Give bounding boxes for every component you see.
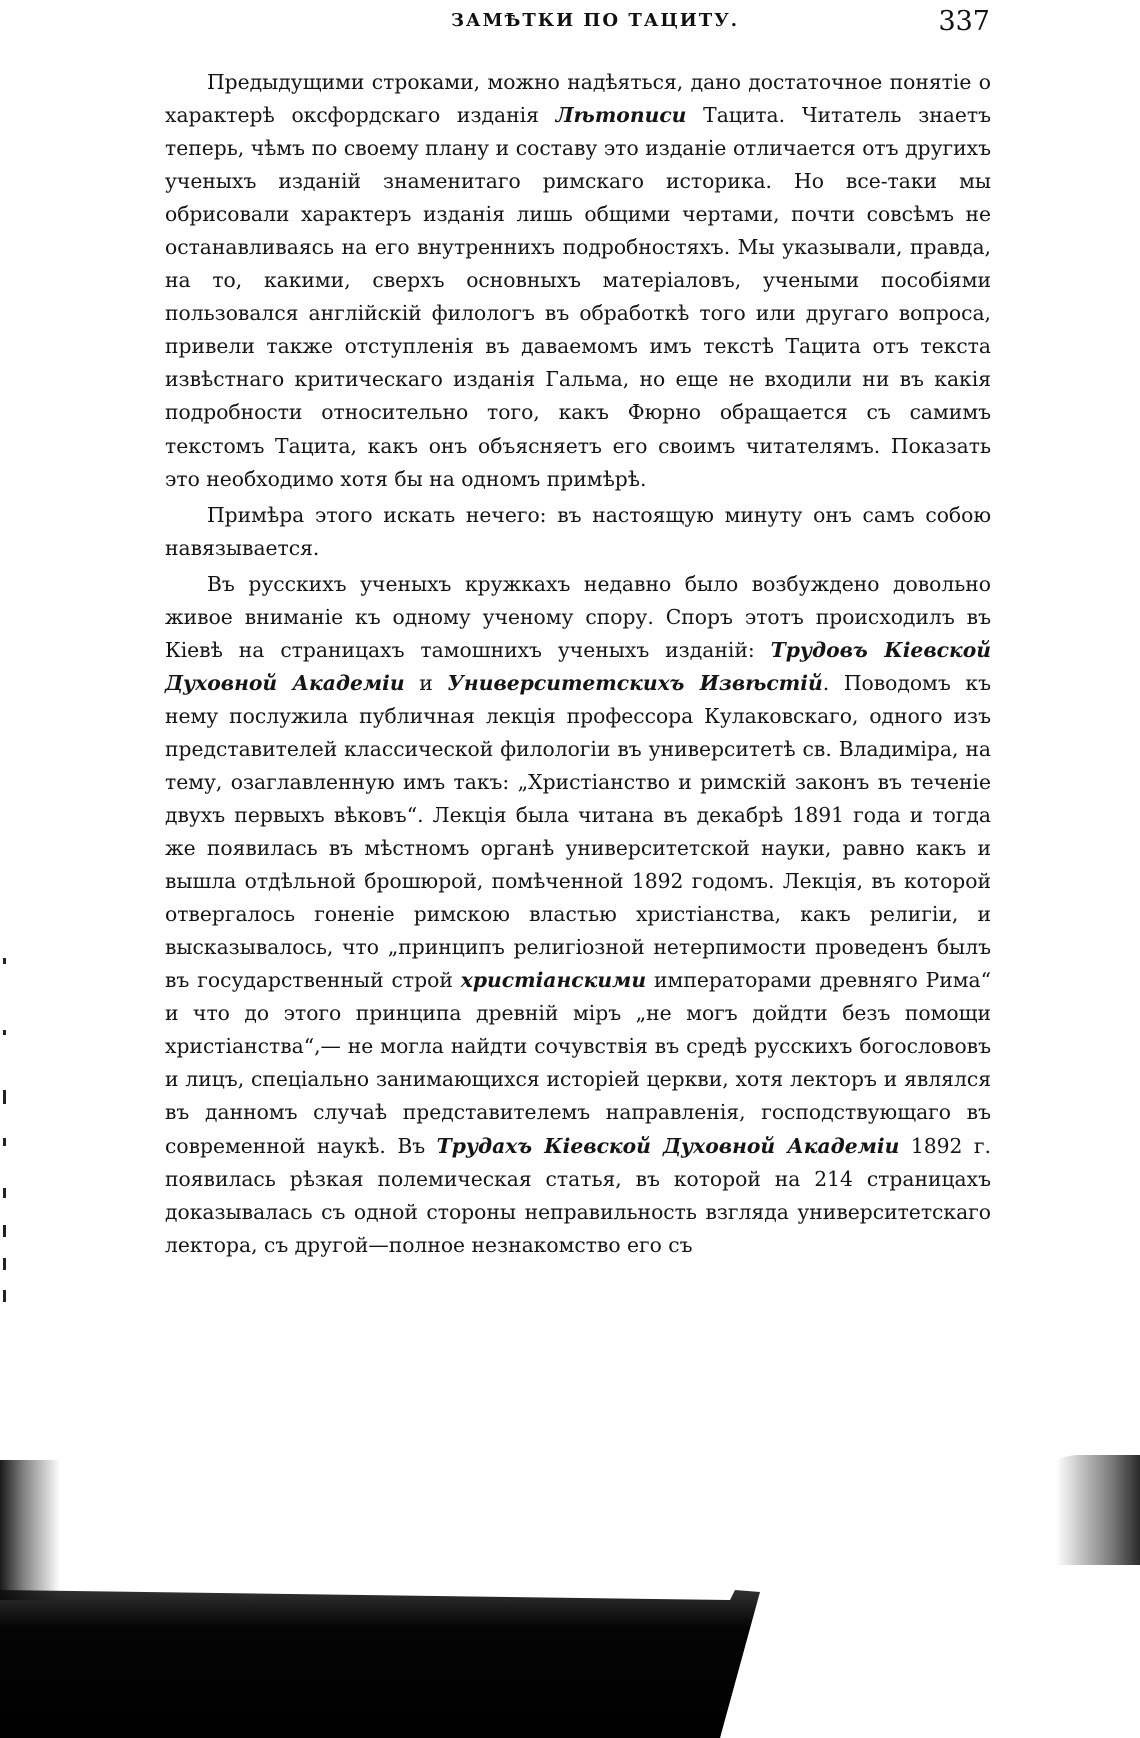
paragraph-1-text-a: Предыдущими строками, можно надѣяться, дано достаточное понятіе о характерѣ оксфордскаго изданія (165, 70, 991, 128)
margin-mark (3, 1090, 6, 1104)
margin-mark (3, 1030, 6, 1035)
margin-mark (3, 1188, 6, 1198)
paragraph-3-text-e: 1892 г. появилась рѣзкая полемическая статья, въ которой на 214 страницахъ доказывалась съ одной стороны неправильность взгляда университетскаго лектора, съ другой—полное незнакомство его съ (165, 1133, 991, 1257)
paragraph-1-italic-title: Лѣтописи (555, 103, 687, 128)
scan-shadow-left (0, 1460, 60, 1600)
paragraph-3-italic-journal-2: Трудахъ Кіевской Духовной Академіи (436, 1133, 900, 1158)
margin-marks (0, 950, 14, 1310)
margin-mark (3, 1290, 6, 1302)
margin-mark (3, 1225, 6, 1237)
paragraph-3-italic-news: Университетскихъ Извѣстій (447, 670, 823, 695)
page-number: 337 (938, 6, 990, 37)
margin-mark (3, 1258, 6, 1270)
paragraph-2: Примѣра этого искать нечего: въ настоящую минуту онъ самъ собою навязывается. (165, 502, 991, 560)
margin-mark (3, 958, 6, 964)
page-header (200, 6, 990, 40)
scan-shadow-bottom (0, 1590, 1140, 1738)
paragraph-3-italic-word: христіанскими (460, 968, 647, 993)
scan-shadow-right (1020, 1455, 1140, 1565)
paragraph-3-italic-journal: Трудовъ Кіевской Духовной Академіи (165, 637, 991, 695)
paragraph-3-text-a: Въ русскихъ ученыхъ кружкахъ недавно было возбуждено довольно живое вниманіе къ одному ученому спору. Споръ этотъ происходилъ въ Кіевѣ на страницахъ тамошнихъ ученыхъ изданій: (165, 571, 991, 662)
paragraph-3-text-d: императорами древняго Рима“ и что до этого принципа древній міръ „не могъ дойдти безъ помощи христіанства“,— не могла найдти сочувствія въ средѣ русскихъ богослововъ и лицъ, спеціально занимающихся исторіей церкви, хотя лекторъ и являлся въ данномъ случаѣ представителемъ направленія, господствующаго въ современной наукѣ. Въ (165, 968, 991, 1158)
paragraph-3 (165, 568, 991, 1262)
running-title: ЗАМѢТКИ ПО ТАЦИТУ. (450, 10, 740, 31)
paragraph-3-text-c: . Поводомъ къ нему послужила публичная лекція профессора Кулаковскаго, одного изъ представителей классической филологіи въ университетѣ св. Владиміра, на тему, озаглавленную имъ такъ: „Христіанство и римскій законъ въ теченіе двухъ первыхъ вѣковъ“. Лекція была читана въ декабрѣ 1891 года и тогда же появилась въ мѣстномъ органѣ университетской науки, равно какъ и вышла отдѣльной брошюрой, помѣченной 1892 годомъ. Лекція, въ которой отвергалось гоненіе римскою властью христіанства, какъ религіи, и высказывалось, что „принципъ религіозной нетерпимости проведенъ былъ въ государственный строй (165, 670, 991, 993)
body-text (165, 66, 991, 1265)
paragraph-3-text-b: и (404, 670, 448, 695)
paragraph-1-text-b: Тацита. Читатель знаетъ теперь, чѣмъ по своему плану и составу это изданіе отличается отъ другихъ ученыхъ изданій знаменитаго римскаго историка. Но все-таки мы обрисовали характеръ изданія лишь общими чертами, почти совсѣмъ не останавливаясь на его внутреннихъ подробностяхъ. Мы указывали, правда, на то, какими, сверхъ основныхъ матеріаловъ, учеными пособіями пользовался англійскій филологъ въ обработкѣ того или другаго вопроса, привели также отступленія въ даваемомъ имъ текстѣ Тацита отъ текста извѣстнаго критическаго изданія Гальма, но еще не входили ни въ какія подробности относительно того, какъ Фюрно обращается съ самимъ текстомъ Тацита, какъ онъ объясняетъ его своимъ читателямъ. Показать это необходимо хотя бы на одномъ примѣрѣ. (165, 103, 992, 491)
margin-mark (3, 1138, 6, 1146)
paragraph-1 (165, 66, 991, 496)
